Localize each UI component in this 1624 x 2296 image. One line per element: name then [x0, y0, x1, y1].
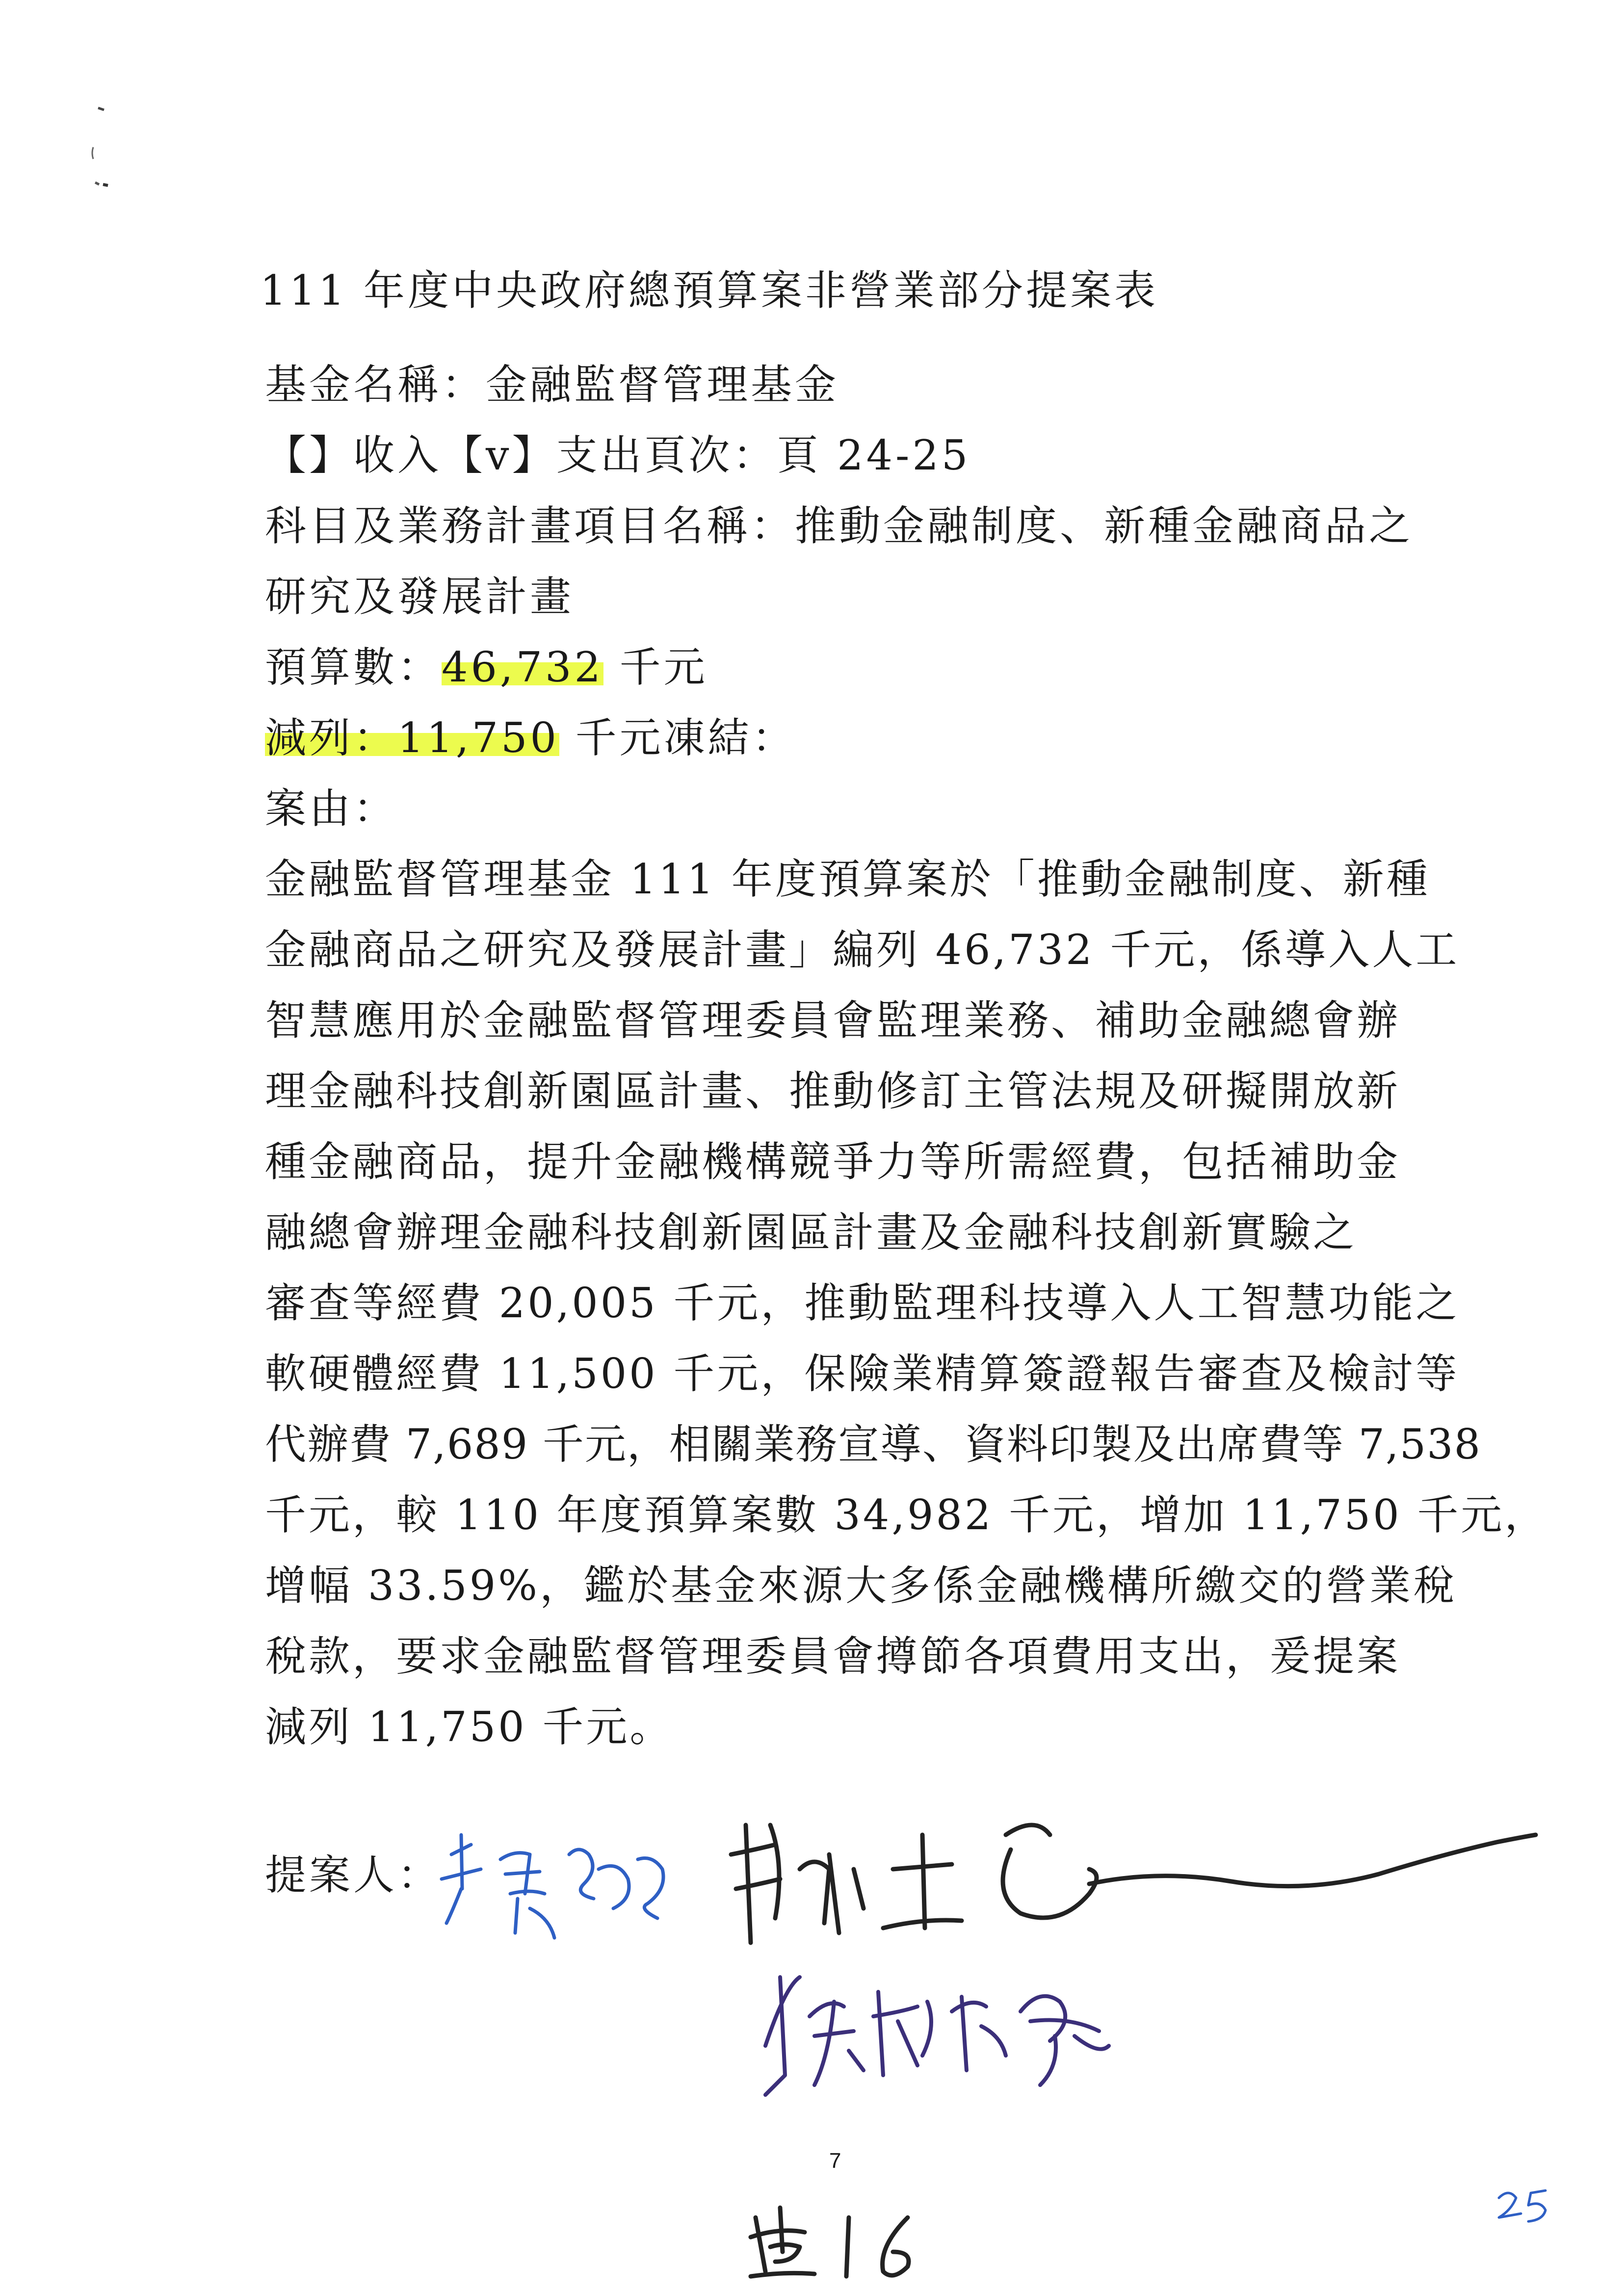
reason-line: 智慧應用於金融監督管理委員會監理業務、補助金融總會辦: [265, 996, 1401, 1044]
reason-line: 金融商品之研究及發展計畫」編列 46,732 千元，係導入人工: [265, 926, 1460, 974]
reason-line: 金融監督管理基金 111 年度預算案於「推動金融制度、新種: [265, 855, 1430, 903]
signature-black: [716, 1796, 1550, 1962]
revenue-expense-page: 【】收入【v】支出頁次：頁 24-25: [265, 431, 971, 479]
page-number: 7: [829, 2149, 841, 2173]
cut-value: 11,750: [397, 714, 559, 762]
item-name-line-1: 科目及業務計畫項目名稱：推動金融制度、新種金融商品之: [265, 502, 1414, 550]
budget-label: 預算數：: [265, 643, 442, 691]
reason-line: 融總會辦理金融科技創新園區計畫及金融科技創新實驗之: [265, 1208, 1357, 1256]
reason-line: 審查等經費 20,005 千元，推動監理科技導入人工智慧功能之: [265, 1279, 1460, 1327]
handwritten-page-mark: [1492, 2183, 1560, 2227]
item-name-line-2: 研究及發展計畫: [265, 573, 575, 621]
reason-line: 代辦費 7,689 千元，相關業務宣導、資料印製及出席費等 7,538: [265, 1420, 1482, 1468]
form-title: 111 年度中央政府總預算案非營業部分提案表: [260, 266, 1159, 314]
reason-line: 增幅 33.59%，鑑於基金來源大多係金融機構所繳交的營業稅: [265, 1562, 1457, 1610]
cut-unit: 千元凍結：: [559, 714, 796, 762]
reason-line: 千元，較 110 年度預算案數 34,982 千元，增加 11,750 千元，: [265, 1491, 1548, 1539]
proposer-label: 提案人：: [265, 1851, 442, 1899]
budget-amount: [265, 643, 708, 691]
reason-line: 減列 11,750 千元。: [265, 1703, 674, 1751]
cut-amount: [265, 714, 796, 762]
reason-line: 稅款，要求金融監督管理委員會撙節各項費用支出，爰提案: [265, 1632, 1401, 1680]
scan-marks: [88, 98, 128, 196]
signature-blue: [432, 1825, 687, 1953]
reason-line: 理金融科技創新園區計畫、推動修訂主管法規及研擬開放新: [265, 1067, 1401, 1115]
cut-label: 減列：: [265, 714, 398, 762]
budget-value: 46,732: [442, 643, 603, 691]
reason-line: 種金融商品，提升金融機構競爭力等所需經費，包括補助金: [265, 1138, 1401, 1186]
handwritten-seq-mark: [736, 2198, 962, 2286]
signature-purple: [756, 1957, 1128, 2105]
fund-name: 基金名稱：金融監督管理基金: [265, 361, 839, 409]
reason-label: 案由：: [265, 784, 398, 833]
reason-line: 軟硬體經費 11,500 千元，保險業精算簽證報告審查及檢討等: [265, 1350, 1460, 1398]
budget-unit: 千元: [603, 643, 708, 691]
